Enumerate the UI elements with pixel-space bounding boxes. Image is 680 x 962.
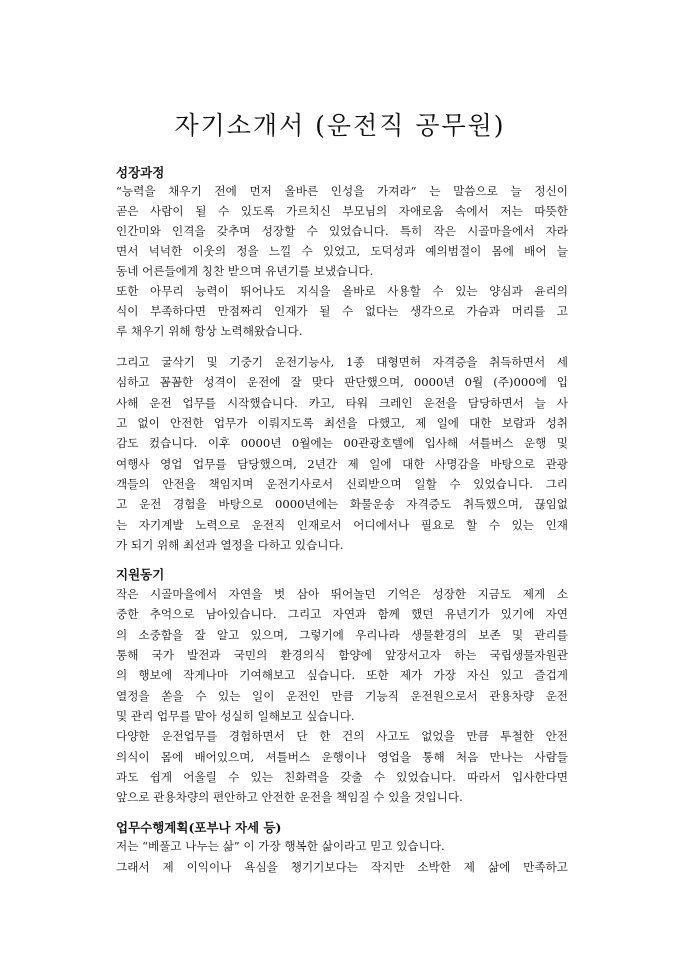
section-heading-motivation: 지원동기 (116, 567, 165, 582)
paragraph-line: 고 운전 경험을 바탕으로 0000년에는 화물운송 자격증도 취득했으며, 끊임없 (116, 497, 568, 511)
paragraph-line: 저는 “베풀고 나누는 삶” 이 가장 행복한 삶이라고 믿고 있습니다. (116, 839, 445, 853)
paragraph-line: 사해 운전 업무를 시작했습니다. 카고, 타워 크레인 운전을 담당하면서 늘 사 (116, 396, 568, 410)
paragraph-line: 그리고 굴삭기 및 기중기 운전기능사, 1종 대형면허 자격증을 취득하면서 세 (116, 355, 568, 369)
paragraph-line: 면서 넉넉한 이웃의 정을 느낄 수 있었고, 도덕성과 예의범절이 몸에 배어 늘 (116, 244, 568, 258)
paragraph-line: 의 소중함을 잘 알고 있으며, 그렇기에 우리나라 생물환경의 보존 및 관리를 (116, 628, 568, 642)
paragraph-line: 또한 아무리 능력이 뛰어나도 지식을 올바로 사용할 수 있는 양심과 윤리의 (116, 284, 568, 298)
paragraph-line: 의식이 몸에 배어있으며, 셔틀버스 운행이나 영업을 통해 처음 만나는 사람들 (116, 750, 568, 764)
paragraph-line: 열정을 쏟을 수 있는 일이 운전인 만큼 기능직 운전원으로서 관용차량 운전 (116, 689, 568, 703)
paragraph-line: 및 관리 업무를 맡아 성실히 일해보고 싶습니다. (116, 709, 355, 723)
paragraph-line: 그래서 제 이익이나 욕심을 챙기기보다는 작지만 소박한 제 삶에 만족하고 (116, 860, 568, 874)
paragraph-line: 감도 컸습니다. 이후 0000년 0월에는 00관광호텔에 입사해 셔틀버스 운행 및 (116, 436, 568, 450)
paragraph-line: 동네 어른들에게 칭찬 받으며 유년기를 보냈습니다. (116, 264, 374, 278)
section-heading-growth: 성장과정 (116, 165, 165, 180)
paragraph-line: 의 행보에 작게나마 기여해보고 싶습니다. 또한 제가 가장 자신 있고 즐겁게 (116, 668, 568, 682)
paragraph-line: 식이 부족하다면 만점짜리 인재가 될 수 없다는 생각으로 가슴과 머리를 고 (116, 304, 568, 318)
paragraph-line: 작은 시골마을에서 자연을 벗 삼아 뛰어놀던 기억은 성장한 지금도 제게 소 (116, 587, 568, 601)
document-title: 자기소개서 (운전직 공무원) (174, 111, 506, 140)
paragraph-line: 고 없이 안전한 업무가 이뤄지도록 최선을 다했고, 제 일에 대한 보람과 성취 (116, 416, 568, 430)
paragraph-line: 앞으로 관용차량의 편안하고 안전한 운전을 책임질 수 있을 것입니다. (116, 790, 463, 804)
paragraph-line: “능력을 채우기 전에 먼저 올바른 인성을 가져라” 는 말씀으로 늘 정신이 (116, 184, 568, 198)
paragraph-line: 통해 국가 발전과 국민의 환경의식 함양에 앞장서고자 하는 국립생물자원관 (116, 648, 568, 662)
paragraph-line: 가 되기 위해 최선과 열정을 다하고 있습니다. (116, 538, 344, 552)
paragraph-line: 여행사 영업 업무를 담당했으며, 2년간 제 일에 대한 사명감을 바탕으로 관광 (116, 457, 568, 471)
paragraph-line: 다양한 운전업무를 경험하면서 단 한 건의 사고도 없었을 만큼 투철한 안전 (116, 729, 568, 743)
paragraph-line: 는 자기계발 노력으로 운전직 인재로서 어디에서나 필요로 할 수 있는 인재 (116, 518, 568, 532)
paragraph-line: 중한 추억으로 남아있습니다. 그리고 자연과 함께 했던 유년기가 있기에 자연 (116, 607, 568, 621)
paragraph-line: 루 채우기 위해 항상 노력해왔습니다. (116, 324, 303, 338)
paragraph-line: 과도 쉽게 어울릴 수 있는 친화력을 갖출 수 있었습니다. 따라서 입사한다면 (116, 770, 568, 784)
paragraph-line: 인간미와 인격을 갖추며 성장할 수 있었습니다. 특히 작은 시골마을에서 자라 (116, 224, 568, 238)
paragraph-line: 객들의 안전을 책임지며 운전기사로서 신뢰받으며 일할 수 있었습니다. 그리 (116, 477, 568, 491)
section-heading-work-plan: 업무수행계획(포부나 자세 등) (116, 820, 282, 835)
paragraph-line: 곧은 사람이 될 수 있도록 가르치신 부모님의 자애로움 속에서 저는 따뜻한 (116, 204, 568, 218)
paragraph-line: 심하고 꼼꼼한 성격이 운전에 잘 맞다 판단했으며, 0000년 0월 (주)000에 입 (116, 375, 568, 389)
